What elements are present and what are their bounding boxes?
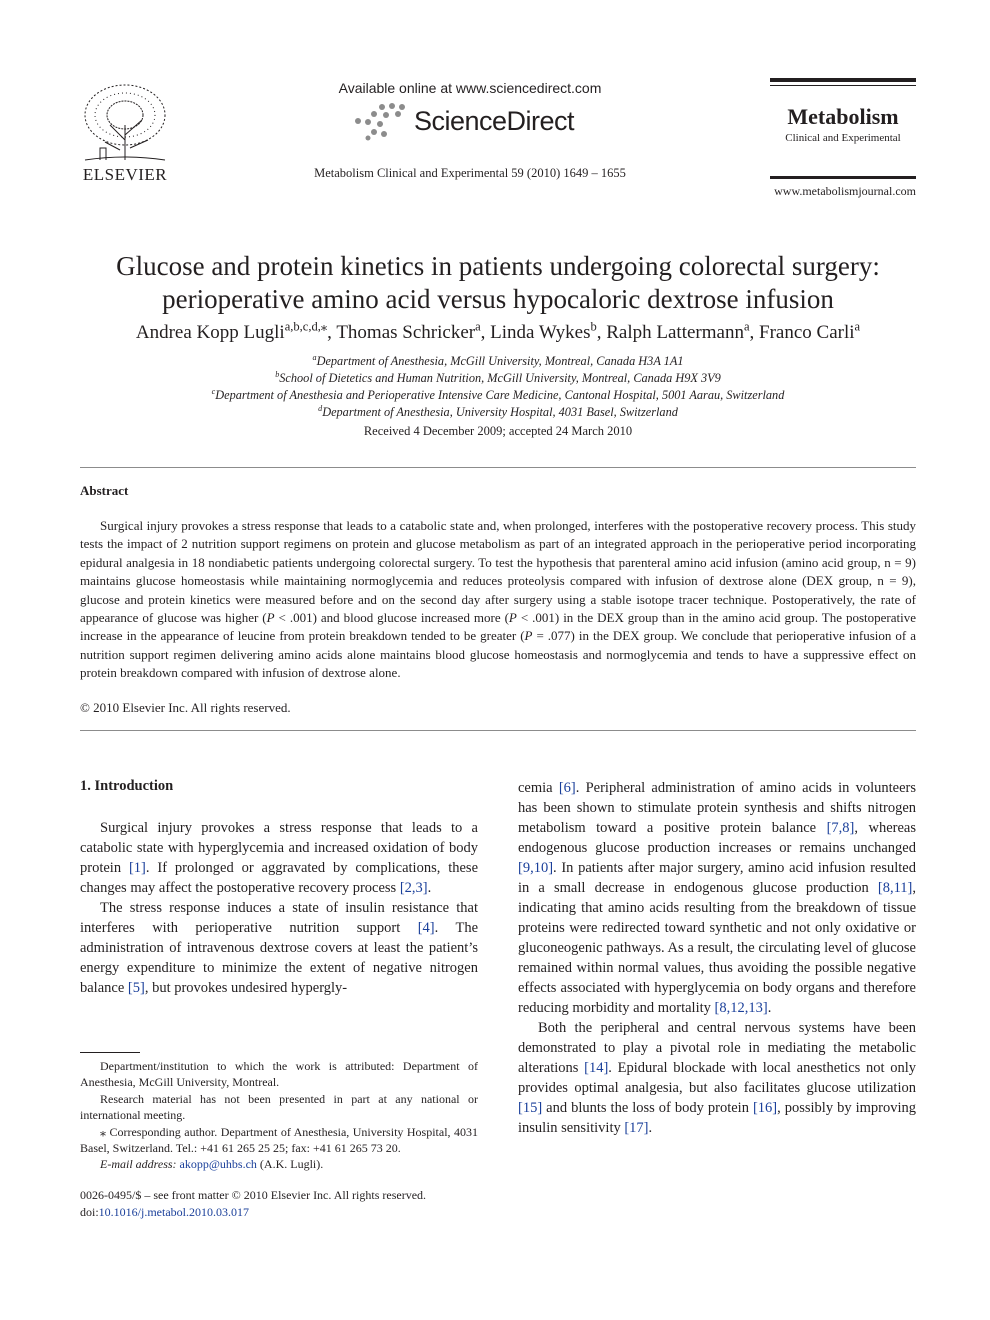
text-segment: , indicating that amino acids resulting from the breakdown of tissue proteins were redirected toward synthetic and not only oxidative or gluconeogenic pathways. As a result, the circulating level of glucose remained within normal values, thus avoiding the possible negative effects associated with hyperglycemia on body organs and therefore reducing morbidity and mortality [518,880,916,1016]
citation-link[interactable]: [5] [127,980,145,996]
title-line-1: Glucose and protein kinetics in patients undergoing colorectal surgery: [116,251,880,281]
citation-link[interactable]: [6] [558,780,576,796]
text-segment: . [648,1120,653,1136]
citation-link[interactable]: [14] [584,1060,609,1076]
affiliation-text: School of Dietetics and Human Nutrition, McGill University, Montreal, Canada H9X 3V9 [279,371,721,385]
author-affiliation-marker: a [854,319,861,334]
citation-link[interactable]: [4] [417,920,435,936]
text-segment: The stress response induces a state of insulin resistance that interferes with perioperative nutrition support [80,900,478,936]
right-column [518,778,916,1138]
journal-subtitle: Clinical and Experimental [785,132,901,144]
left-column [80,818,478,998]
citation-link[interactable]: [16] [752,1100,778,1116]
journal-citation: Metabolism Clinical and Experimental 59 (2010) 1649 – 1655 [314,166,626,180]
section-heading-introduction: 1. Introduction [80,778,174,794]
footnote-corresponding-author: ⁎ Corresponding author. Department of Anesthesia, University Hospital, 4031 Basel, Switzerland. Tel.: +41 61 265 25 25; fax: +41 61 265 73 20. [80,1124,478,1156]
affiliation [80,371,916,386]
author-affiliation-marker: a,b,c,d, [284,319,321,334]
text-segment: . [427,880,432,896]
affiliation-text: Department of Anesthesia, University Hospital, 4031 Basel, Switzerland [322,405,678,419]
author-name[interactable]: Ralph Lattermann [606,322,744,343]
citation-link[interactable]: [8,12,13] [714,1000,768,1016]
divider [80,467,916,468]
journal-logo-rule-thin [770,85,916,86]
received-dates: Received 4 December 2009; accepted 24 March 2010 [363,424,633,438]
abstract-text [80,517,916,683]
journal-name: Metabolism [787,104,899,129]
author-affiliation-marker: a [475,319,481,334]
text-segment: . The administration of intravenous dextrose covers at least the patient’s energy expenditure to minimize the extent of negative nitrogen balance [80,920,478,996]
corresponding-author-marker[interactable]: ⁎ [320,319,328,334]
affiliation-marker: c [211,386,216,396]
front-matter [80,1187,500,1221]
citation-link[interactable]: [7,8] [826,820,855,836]
journal-logo-rule-bottom [770,176,916,179]
text-segment: . If prolonged or aggravated by complications, these changes may affect the postoperative recovery process [80,860,479,896]
affiliation-text: Department of Anesthesia and Perioperative Intensive Care Medicine, Cantonal Hospital, 5001 Aarau, Switzerland [215,388,785,402]
text-segment: and blunts the loss of body protein [542,1100,753,1116]
paragraph [518,1018,916,1138]
text-segment: Surgical injury provokes a stress response that leads to a catabolic state with hyperglycemia and increased oxidation of body protein [80,820,478,876]
article-title [80,250,916,316]
affiliation-marker: a [312,352,317,362]
text-segment: . Peripheral administration of amino acids in volunteers has been shown to stimulate protein synthesis and shifts nitrogen metabolism toward a positive protein balance [518,780,916,836]
citation-link[interactable]: [9,10] [518,860,554,876]
footnote-rule [80,1052,140,1053]
sciencedirect-dots-icon [352,102,414,142]
citation-link[interactable]: [8,11] [877,880,913,896]
affiliation-marker: b [275,369,280,379]
footnote: Research material has not been presented in part at any national or international meeting. [80,1091,478,1123]
text-segment: . Epidural blockade with local anesthetics not only provides optimal analgesia, but also facilitates glucose utilization [518,1060,916,1096]
sciencedirect-wordmark: ScienceDirect [414,106,575,136]
doi-link[interactable]: 10.1016/j.metabol.2010.03.017 [98,1205,249,1219]
affiliation [80,388,916,403]
affiliation [80,354,916,369]
citation-link[interactable]: [2,3] [399,880,428,896]
abstract-segment: < .001) in the DEX group than in the amino acid group. The postoperative increase in the appearance of leucine from protein breakdown tended to be greater ( [80,610,916,644]
doi-line [80,1204,500,1221]
p-value-symbol: P [508,610,517,626]
author-name[interactable]: Franco Carli [759,322,855,343]
email-label: E-mail address: [100,1157,177,1172]
footnotes [80,1058,478,1173]
affiliation [80,405,916,420]
text-segment: . [767,1000,772,1016]
affiliation-marker: d [318,403,323,413]
paragraph [518,778,916,1018]
abstract-segment: = .077) in the DEX group. We conclude that perioperative infusion of a nutrition support regimen delivering amino acids alone maintains blood glucose homeostasis and normoglycemia and tends to have a suppressive effect on protein breakdown compared with infusion of dextrose alone. [80,628,916,681]
citation-link[interactable]: [15] [518,1100,543,1116]
citation-link[interactable]: [17] [624,1120,649,1136]
text-segment: , but provokes undesired hypergly- [144,980,348,996]
author-affiliation-marker: a [743,319,750,334]
abstract-heading: Abstract [80,483,129,498]
title-line-2: perioperative amino acid versus hypocaloric dextrose infusion [162,284,834,314]
text-segment: , possibly by improving insulin sensitivity [518,1100,916,1136]
abstract-segment: Surgical injury provokes a stress response that leads to a catabolic state and, when prolonged, interferes with the postoperative recovery process. This study tests the impact of 2 nutrition support regimens on protein and glucose metabolism as part of an integrated approach in the perioperative period incorporating epidural analgesia in 18 nondiabetic patients undergoing colorectal surgery. To test the hypothesis that parenteral amino acid infusion (amino acid group, n = 9) maintains glucose homeostasis while maintaining normoglycemia and reduces proteolysis compared with infusion of dextrose alone (DEX group, n = 9), glucose and protein kinetics were measured before and on the second day after surgery using a stable isotope tracer technique. Postoperatively, the rate of appearance of glucose was higher ( [80,518,916,626]
available-online-text: Available online at www.sciencedirect.com [338,80,602,96]
publisher-name: ELSEVIER [82,165,168,184]
text-segment: cemia [518,780,559,796]
issn-line: 0026-0495/$ – see front matter © 2010 Elsevier Inc. All rights reserved. [80,1188,427,1202]
footnote: Department/institution to which the work is attributed: Department of Anesthesia, McGill University, Montreal. [80,1059,478,1090]
text-segment: . In patients after major surgery, amino acid infusion resulted in a small decrease in endogenous glucose production [518,860,916,896]
journal-url-link[interactable]: www.metabolismjournal.com [774,184,916,198]
doi-prefix: doi: [80,1205,99,1219]
paragraph [80,898,478,998]
abstract-copyright: © 2010 Elsevier Inc. All rights reserved. [80,700,291,715]
footnote-email [80,1156,478,1172]
sciencedirect-logo[interactable] [352,100,592,145]
p-value-symbol: P [266,610,275,626]
email-suffix: (A.K. Lugli). [256,1157,324,1172]
citation-link[interactable]: [1] [128,860,146,876]
email-link[interactable]: akopp@uhbs.ch [179,1157,257,1172]
author-affiliation-marker: b [590,319,597,334]
author-name[interactable]: Linda Wykes [490,322,591,343]
author-list: Andrea Kopp Lugli$^{a,b,c,d,⁎}$, Thomas Schricker$^a$, Linda Wykes$^b$, Ralph Lattermann$^a$, Franco Carli$^a$ [135,319,861,343]
abstract-segment: < .001) and blood glucose increased more ( [274,610,509,626]
affiliation-text: Department of Anesthesia, McGill University, Montreal, Canada H3A 1A1 [316,354,684,368]
text-segment: Both the peripheral and central nervous systems have been demonstrated to play a pivotal role in mediating the metabolic alterations [518,1020,916,1076]
p-value-symbol: P [524,628,533,644]
divider [80,730,916,731]
text-segment: , whereas endogenous glucose production increases or remains unchanged [518,820,916,856]
journal-logo-rule [770,78,916,82]
author-name[interactable]: Thomas Schricker [336,322,476,343]
author-name[interactable]: Andrea Kopp Lugli [135,322,285,343]
paragraph [80,818,478,898]
